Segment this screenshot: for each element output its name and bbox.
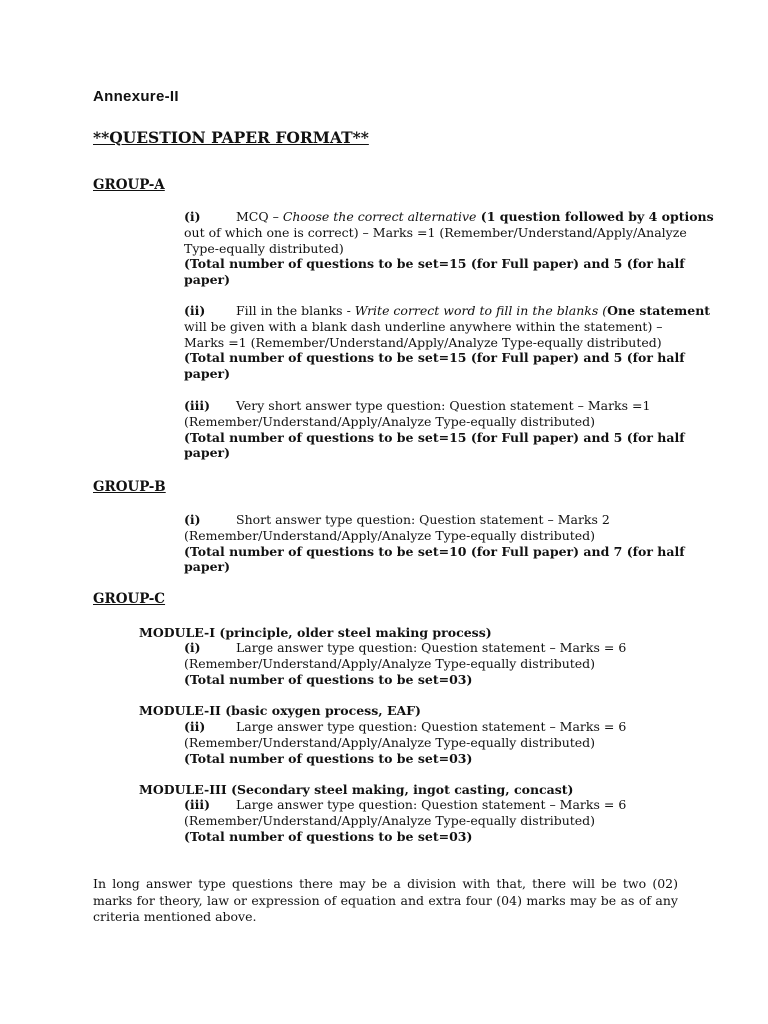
module-3-item [184,797,684,844]
item-total: (Total number of questions to be set=03) [184,671,473,687]
item-total: paper) [184,366,231,382]
item-text: Large answer type question: Question statement – Marks = 6 [236,719,627,734]
item-number: (i) [184,209,201,224]
item-total: paper) [184,559,231,575]
group-a-item-3 [184,398,684,461]
item-number: (i) [184,512,201,527]
item-number: (ii) [184,303,206,318]
item-total: paper) [184,272,231,288]
item-instruction: Choose the correct alternative [282,209,477,224]
group-c-label: GROUP-C [93,591,166,607]
item-text: will be given with a blank dash underline anywhere within the statement) – [184,318,663,334]
group-a-label: GROUP-A [93,177,165,193]
item-text: (1 question followed by 4 options [476,209,714,224]
item-text: (Remember/Understand/Apply/Analyze Type-equally distributed) [184,812,596,828]
item-text: (Remember/Understand/Apply/Analyze Type-equally distributed) [184,655,596,671]
item-text: One statement [607,303,711,318]
item-number: (iii) [184,797,211,812]
item-total: (Total number of questions to be set=15 (for Full paper) and 5 (for half [184,256,685,272]
item-text: Large answer type question: Question statement – Marks = 6 [236,797,627,812]
item-kind: Fill in the blanks - [236,303,355,318]
group-a-item-1 [184,209,714,288]
item-number: (iii) [184,398,211,413]
item-text: Short answer type question: Question statement – Marks 2 [236,512,610,527]
module-1-label: MODULE-I (principle, older steel making process) [139,625,492,640]
item-total: (Total number of questions to be set=03) [184,750,473,766]
item-text: (Remember/Understand/Apply/Analyze Type-equally distributed) [184,734,596,750]
item-kind: MCQ – [236,209,283,224]
group-a-item-2 [184,303,711,382]
item-total: (Total number of questions to be set=15 (for Full paper) and 5 (for half [184,429,685,445]
module-3-label: MODULE-III (Secondary steel making, ingot casting, concast) [139,782,574,797]
item-total: (Total number of questions to be set=10 (for Full paper) and 7 (for half [184,543,685,559]
group-b-item-1 [184,512,684,575]
module-2-item [184,719,684,766]
group-b-label: GROUP-B [93,479,166,495]
closing-note: In long answer type questions there may be a division with that, there will be two (02) marks for theory, law or expression of equation and extra four (04) marks may be as of any criteria mentioned above. [93,876,678,924]
item-text: Type-equally distributed) [184,240,344,256]
module-1-item [184,640,684,687]
item-number: (i) [184,640,201,655]
item-text: Very short answer type question: Question statement – Marks =1 [236,398,651,413]
module-2-label: MODULE-II (basic oxygen process, EAF) [139,703,421,718]
item-text: Large answer type question: Question statement – Marks = 6 [236,640,627,655]
item-total: (Total number of questions to be set=03) [184,828,473,844]
page-title: **QUESTION PAPER FORMAT** [93,128,369,147]
item-text: (Remember/Understand/Apply/Analyze Type-equally distributed) [184,527,596,543]
annexure-heading: Annexure-II [93,88,179,105]
item-total: paper) [184,445,231,461]
item-text: Marks =1 (Remember/Understand/Apply/Analyze Type-equally distributed) [184,334,662,350]
item-text: (Remember/Understand/Apply/Analyze Type-equally distributed) [184,413,596,429]
item-number: (ii) [184,719,206,734]
item-text: out of which one is correct) – Marks =1 (Remember/Understand/Apply/Analyze [184,224,687,240]
item-total: (Total number of questions to be set=15 (for Full paper) and 5 (for half [184,350,685,366]
item-instruction: Write correct word to fill in the blanks ( [354,303,608,318]
